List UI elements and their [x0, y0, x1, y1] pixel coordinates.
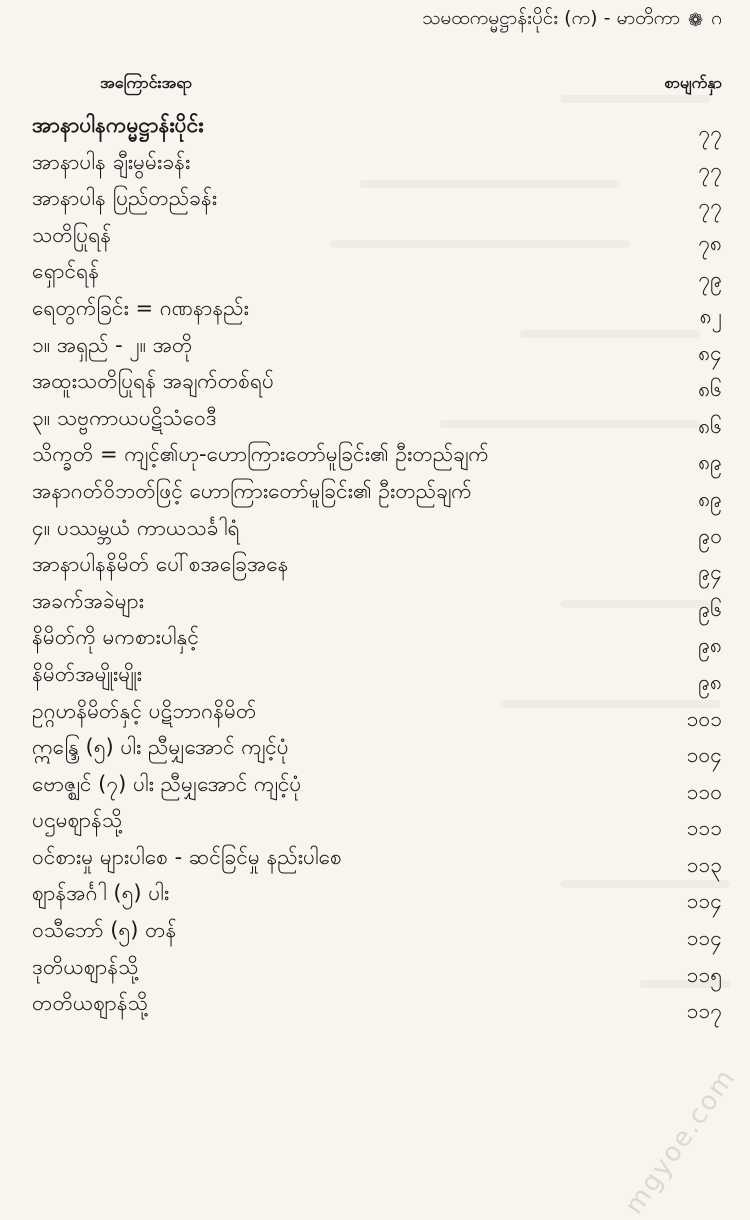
entry-page-number: ၇၇	[698, 121, 722, 145]
entry-page-number: ၉၆	[698, 596, 722, 621]
entry-page-number: ၈၂	[699, 303, 722, 328]
entry-title: သိက္ခတိ = ကျင့်၏ဟု-ဟောကြားတော်မူခြင်း၏ ဦးတည်ချက်	[32, 442, 489, 467]
entry-page-number: ၁၁၇	[686, 999, 722, 1024]
entry-page-number: ၈၆	[698, 377, 722, 402]
toc-row	[0, 584, 750, 621]
entry-page-number: ၁၁၄	[686, 926, 722, 951]
toc-row	[0, 876, 750, 913]
entry-title: ဒုတိယဈာန်သို့	[32, 954, 139, 979]
entry-title: အခက်အခဲများ	[32, 588, 145, 613]
entry-page-number: ၁၁၀	[686, 779, 722, 804]
entry-title: ပဌမဈာန်သို့	[32, 808, 123, 833]
entry-title: ဗောဇ္ဈင် (၇) ပါး ညီမျှအောင် ကျင့်ပုံ	[32, 771, 302, 796]
entry-page-number: ၇၇	[698, 194, 722, 219]
running-header	[422, 6, 722, 34]
entry-title: ဝင်စားမှု များပါစေ - ဆင်ခြင်မှု နည်းပါစေ	[32, 844, 342, 869]
flower-ornament-icon: ❁	[688, 9, 704, 31]
watermark: mgyoe.com	[619, 1062, 742, 1220]
toc-row	[0, 767, 750, 804]
toc-row	[0, 840, 750, 877]
entry-page-number: ၁၁၄	[686, 889, 722, 914]
header-page-number: ဂ	[711, 7, 722, 29]
entry-page-number: ၁၀၁	[686, 706, 722, 731]
entry-page-number: ၇၉	[698, 267, 722, 292]
toc-row	[0, 181, 750, 218]
entry-page-number: ၉၈	[698, 669, 722, 694]
section-heading: အာနာပါနကမ္မဋ္ဌာန်းပိုင်း	[32, 113, 204, 137]
entry-page-number: ၈၉	[698, 450, 722, 475]
toc-row	[0, 986, 750, 1023]
entry-title: သတိပြုရန်	[32, 222, 112, 247]
entry-page-number: ၉၀	[698, 523, 722, 548]
toc-row	[0, 291, 750, 328]
entry-title: တတိယဈာန်သို့	[32, 991, 148, 1016]
toc-row	[0, 913, 750, 950]
running-title: သမထကမ္မဋ္ဌာန်းပိုင်း (က) - မာတိကာ	[422, 7, 681, 29]
entry-page-number: ၇၈	[698, 230, 722, 255]
entry-title: အာနာပါန ချီးမွမ်းခန်း	[32, 149, 191, 174]
toc-row	[0, 730, 750, 767]
toc-row	[0, 474, 750, 511]
entry-title: အာနာပါန ပြည်တည်ခန်း	[32, 186, 218, 211]
entry-page-number: ၁၁၃	[686, 852, 722, 877]
entry-title: ရှောင်ရန်	[32, 259, 100, 284]
toc-row	[0, 401, 750, 438]
entry-title: ၃။ သဗ္ဗကာယပဋိသံဝေဒီ	[32, 405, 217, 430]
toc-row	[0, 328, 750, 365]
entry-title: ရေတွက်ခြင်း = ဂဏနာနည်း	[32, 295, 249, 320]
entry-page-number: ၉၄	[698, 560, 722, 585]
page-column-heading: စာမျက်နှာ	[664, 73, 722, 92]
entry-title: ဥဂ္ဂဟနိမိတ်နှင့် ပဋိဘာဂနိမိတ်	[32, 698, 257, 723]
column-headings	[0, 72, 750, 102]
entry-page-number: ၈၄	[698, 340, 722, 365]
toc-row	[0, 657, 750, 694]
entry-title: ဝသီဘော် (၅) တန်	[32, 918, 177, 943]
toc-row	[0, 547, 750, 584]
toc-row	[0, 145, 750, 182]
toc-row	[0, 694, 750, 731]
entry-title: ၄။ ပဿမ္ဘယံ ကာယသင်္ခါရံ	[32, 515, 240, 540]
entry-title: အထူးသတိပြုရန် အချက်တစ်ရပ်	[32, 369, 275, 394]
entry-title: ဈာန်အင်္ဂါ (၅) ပါး	[32, 881, 170, 906]
table-of-contents	[0, 108, 750, 1023]
toc-row	[0, 803, 750, 840]
entry-page-number: ၁၁၅	[686, 962, 722, 987]
toc-row	[0, 218, 750, 255]
entry-title: ၁။ အရှည် - ၂။ အတို	[32, 332, 193, 357]
entry-page-number: ၇၇	[698, 157, 722, 182]
entry-title: ဣန္ဒြေ (၅) ပါး ညီမျှအောင် ကျင့်ပုံ	[32, 735, 289, 760]
entry-title: အနာဂတ်ဝိဘတ်ဖြင့် ဟောကြားတော်မူခြင်း၏ ဦးတည်ချက်	[32, 478, 472, 503]
entry-page-number: ၈၆	[698, 413, 722, 438]
entry-title: နိမိတ်အမျိုးမျိုး	[32, 661, 142, 686]
entry-page-number: ၁၀၄	[686, 743, 722, 768]
entry-title: အာနာပါနနိမိတ် ပေါ်စအခြေအနေ	[32, 552, 289, 577]
toc-row	[0, 620, 750, 657]
entry-page-number: ၁၁၁	[686, 816, 722, 841]
toc-row	[0, 437, 750, 474]
toc-row	[0, 511, 750, 548]
toc-row	[0, 950, 750, 987]
contents-column-heading: အကြောင်းအရာ	[100, 73, 192, 92]
toc-row	[0, 108, 750, 145]
entry-page-number: ၉၈	[698, 633, 722, 658]
entry-page-number: ၈၉	[698, 486, 722, 511]
toc-row	[0, 364, 750, 401]
toc-row	[0, 254, 750, 291]
entry-title: နိမိတ်ကို မကစားပါနှင့်	[32, 625, 199, 650]
